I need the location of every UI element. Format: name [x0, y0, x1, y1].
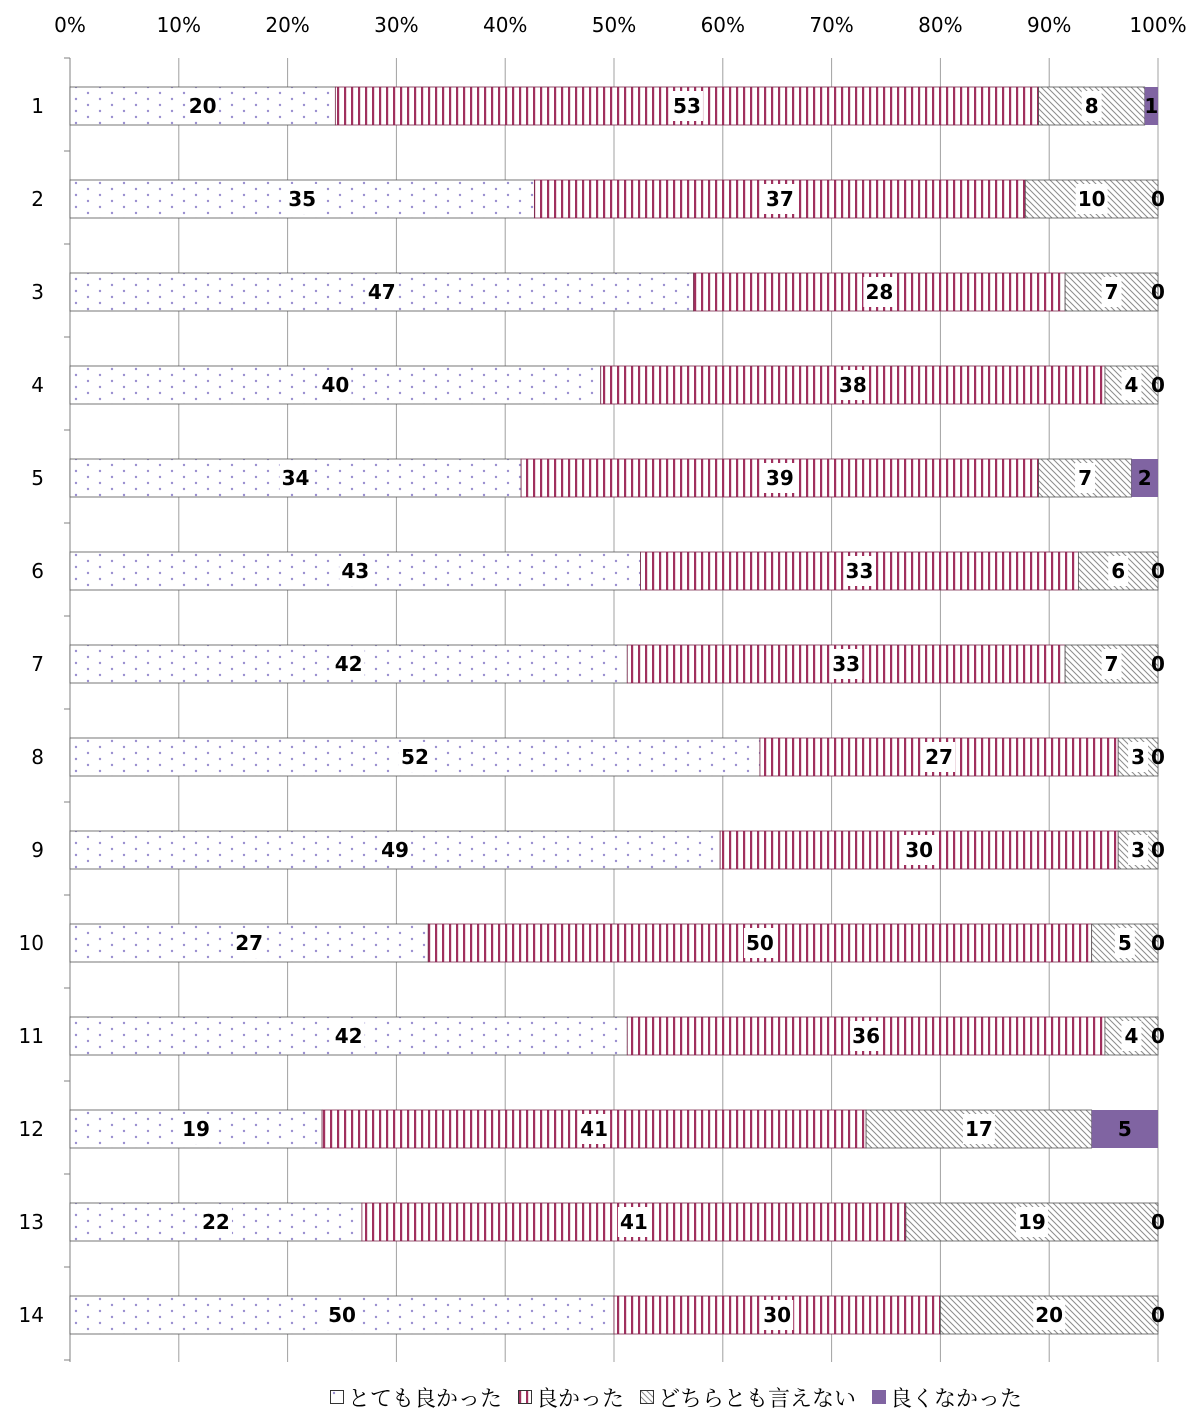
legend-swatch-dots: [330, 1390, 344, 1404]
data-label: 17: [964, 1117, 993, 1141]
data-label: 42: [334, 1024, 363, 1048]
data-label: 0: [1151, 187, 1165, 211]
x-axis-ticks: [54, 13, 1186, 37]
legend-swatch-hatch: [640, 1390, 654, 1404]
category-label: 5: [31, 466, 44, 490]
category-label: 11: [18, 1024, 44, 1048]
category-label: 8: [31, 745, 44, 769]
data-label: 8: [1084, 94, 1099, 118]
data-label: 6: [1111, 559, 1126, 583]
data-label: 0: [1151, 1210, 1165, 1234]
x-tick-label: 30%: [374, 13, 419, 37]
data-label: 0: [1151, 745, 1165, 769]
data-label: 3: [1131, 745, 1146, 769]
data-label: 50: [746, 931, 774, 955]
x-tick-label: 100%: [1129, 13, 1187, 37]
category-label: 4: [31, 373, 44, 397]
x-tick-label: 70%: [809, 13, 854, 37]
data-label: 3: [1131, 838, 1146, 862]
data-label: 0: [1151, 559, 1165, 583]
data-label: 22: [202, 1210, 230, 1234]
data-label: 7: [1104, 280, 1119, 304]
category-label: 12: [18, 1117, 44, 1141]
data-label: 27: [925, 745, 953, 769]
data-label: 52: [401, 745, 429, 769]
legend-item: [518, 1382, 624, 1413]
category-label: 1: [31, 94, 44, 118]
legend: [330, 1380, 1022, 1414]
category-label: 3: [31, 280, 44, 304]
category-label: 7: [31, 652, 44, 676]
data-label: 4: [1124, 1024, 1139, 1048]
legend-swatch-solid: [872, 1390, 886, 1404]
data-label: 1: [1144, 94, 1159, 118]
data-label: 37: [765, 187, 794, 211]
x-tick-label: 10%: [156, 13, 202, 37]
legend-item: [330, 1382, 502, 1413]
data-label: 0: [1151, 373, 1165, 397]
legend-label: どちらとも言えない: [658, 1386, 857, 1412]
data-label: 36: [852, 1024, 881, 1048]
data-label: 5: [1117, 1117, 1132, 1141]
category-label: 10: [18, 931, 44, 955]
x-tick-label: 20%: [265, 13, 310, 37]
data-label: 20: [188, 94, 217, 118]
data-label: 0: [1151, 838, 1165, 862]
data-label: 0: [1151, 280, 1165, 304]
data-label: 0: [1151, 1024, 1165, 1048]
data-label: 42: [334, 652, 363, 676]
data-label: 41: [580, 1117, 609, 1141]
data-label: 33: [845, 559, 874, 583]
data-label: 40: [321, 373, 350, 397]
data-label: 28: [865, 280, 894, 304]
data-label: 47: [367, 280, 396, 304]
category-label: 14: [18, 1303, 44, 1327]
gridlines: [70, 58, 1158, 1362]
data-label: 0: [1151, 652, 1165, 676]
legend-item: [640, 1382, 856, 1413]
data-label: 38: [838, 373, 867, 397]
legend-label: とても良かった: [348, 1386, 503, 1412]
data-label: 41: [619, 1210, 648, 1234]
data-label: 7: [1104, 652, 1119, 676]
data-label: 20: [1035, 1303, 1064, 1327]
data-label: 10: [1077, 187, 1106, 211]
data-label: 49: [381, 838, 409, 862]
data-label: 7: [1078, 466, 1092, 490]
data-label: 5: [1117, 931, 1132, 955]
legend-item: [872, 1382, 1022, 1413]
data-label: 33: [832, 652, 861, 676]
legend-label: 良かった: [536, 1386, 625, 1412]
data-label: 27: [235, 931, 264, 955]
data-label: 30: [763, 1303, 792, 1327]
data-label: 34: [281, 466, 310, 490]
data-label: 39: [765, 466, 794, 490]
data-label: 0: [1151, 1303, 1165, 1327]
data-label: 43: [341, 559, 370, 583]
data-label: 19: [182, 1117, 210, 1141]
x-tick-label: 80%: [918, 13, 963, 37]
data-label: 53: [673, 94, 701, 118]
data-label: 35: [288, 187, 317, 211]
data-label: 50: [328, 1303, 356, 1327]
data-label: 30: [905, 838, 934, 862]
x-tick-label: 90%: [1026, 13, 1072, 37]
category-label: 2: [31, 187, 44, 211]
data-label: 4: [1124, 373, 1139, 397]
category-label: 13: [18, 1210, 44, 1234]
category-label: 9: [31, 838, 44, 862]
legend-label: 良くなかった: [890, 1386, 1023, 1412]
data-label: 2: [1137, 466, 1152, 490]
x-tick-label: 40%: [482, 13, 528, 37]
x-tick-label: 50%: [591, 13, 637, 37]
x-tick-label: 60%: [700, 13, 746, 37]
data-label: 0: [1151, 931, 1165, 955]
data-label: 19: [1018, 1210, 1046, 1234]
legend-swatch-stripes: [518, 1390, 532, 1404]
x-tick-label: 0%: [54, 13, 86, 37]
category-axis: [19, 58, 70, 1362]
category-label: 6: [31, 559, 44, 583]
